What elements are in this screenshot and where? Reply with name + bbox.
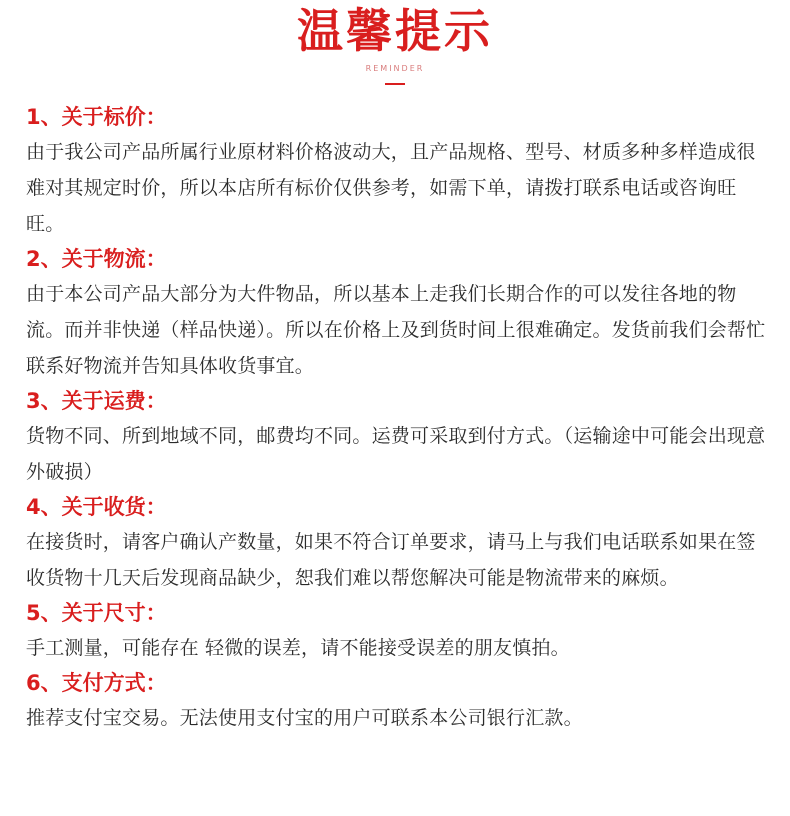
page-subtitle: REMINDER [365, 64, 425, 73]
title-divider [385, 83, 405, 85]
page-title: 温馨提示 [297, 4, 493, 58]
section-body: 推荐支付宝交易。无法使用支付宝的用户可联系本公司银行汇款。 [26, 707, 583, 729]
section-shipping-fee [26, 384, 766, 490]
section-pricing [26, 100, 766, 242]
section-receiving [26, 490, 766, 596]
section-body: 由于我公司产品所属行业原材料价格波动大，且产品规格、型号、材质多种多样造成很难对其规定时价，所以本店所有标价仅供参考，如需下单，请拨打联系电话或咨询旺旺。 [26, 141, 756, 235]
section-heading: 6、支付方式： [26, 671, 167, 695]
section-heading: 2、关于物流： [26, 247, 167, 271]
section-body: 在接货时，请客户确认产数量，如果不符合订单要求，请马上与我们电话联系如果在签收货物十几天后发现商品缺少，恕我们难以帮您解决可能是物流带来的麻烦。 [26, 531, 756, 589]
notice-sections [26, 100, 766, 736]
section-logistics [26, 242, 766, 384]
section-body: 手工测量，可能存在 轻微的误差，请不能接受误差的朋友慎拍。 [26, 637, 570, 659]
section-heading: 5、关于尺寸： [26, 601, 167, 625]
section-heading: 3、关于运费： [26, 389, 167, 413]
section-body: 货物不同、所到地域不同，邮费均不同。运费可采取到付方式。（运输途中可能会出现意外破损） [26, 425, 766, 483]
section-heading: 1、关于标价： [26, 105, 167, 129]
section-payment [26, 666, 766, 736]
section-body: 由于本公司产品大部分为大件物品，所以基本上走我们长期合作的可以发往各地的物流。而并非快递（样品快递）。所以在价格上及到货时间上很难确定。发货前我们会帮忙联系好物流并告知具体收货事宜。 [26, 283, 766, 377]
section-heading: 4、关于收货： [26, 495, 167, 519]
section-size [26, 596, 766, 666]
header [0, 0, 790, 92]
